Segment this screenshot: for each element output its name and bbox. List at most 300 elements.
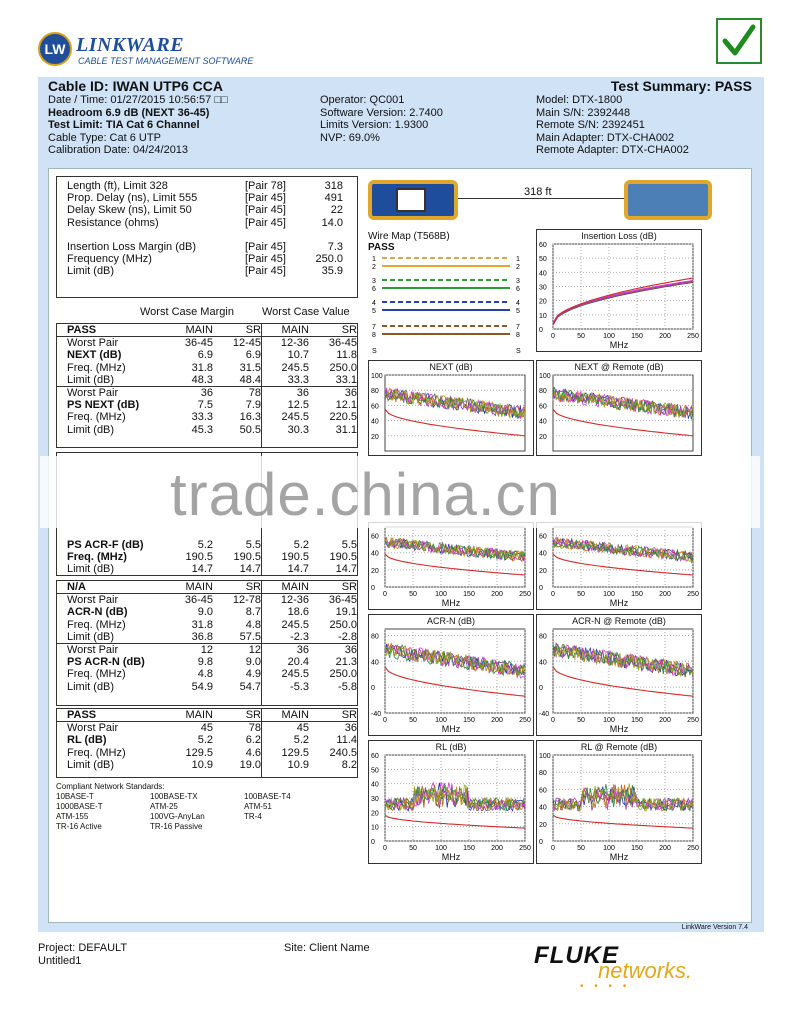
header-col-1 bbox=[48, 94, 228, 157]
wire-pin-label: 4 bbox=[516, 300, 520, 307]
wire-map-result: PASS bbox=[368, 242, 395, 253]
summary-value: 491 bbox=[324, 192, 343, 205]
summary-label: Insertion Loss Margin (dB) bbox=[67, 240, 196, 253]
summary-pair: [Pair 45] bbox=[245, 204, 286, 217]
standard-item: 100BASE-TX bbox=[150, 792, 198, 801]
chart-title: RL @ Remote (dB) bbox=[580, 742, 658, 752]
cell-value: 190.5 bbox=[281, 551, 309, 564]
chart-xlabel: MHz bbox=[441, 598, 461, 608]
row-label: PASS bbox=[67, 324, 97, 336]
y-tick-label: 0 bbox=[371, 685, 375, 693]
cell-value: 33.1 bbox=[335, 373, 357, 386]
summary-value: 14.0 bbox=[321, 216, 343, 229]
x-tick-label: 50 bbox=[577, 591, 585, 598]
y-tick-label: 20 bbox=[539, 821, 547, 829]
cell-value: 36 bbox=[296, 643, 309, 656]
y-tick-label: 60 bbox=[539, 787, 547, 795]
x-tick-label: 100 bbox=[435, 717, 447, 724]
chart-insertion-loss bbox=[536, 229, 702, 352]
table-row bbox=[57, 747, 357, 759]
y-tick-label: 50 bbox=[539, 256, 547, 264]
summary-label: Prop. Delay (ns), Limit 555 bbox=[67, 192, 198, 205]
cell-value: 250.0 bbox=[329, 668, 357, 681]
standard-item: ATM-51 bbox=[244, 802, 272, 811]
y-tick-label: 40 bbox=[371, 781, 379, 789]
standard-item: ATM-25 bbox=[150, 802, 178, 811]
cell-value: 12-36 bbox=[280, 594, 309, 607]
cell-value: 245.5 bbox=[281, 618, 309, 631]
cell-value: MAIN bbox=[185, 324, 213, 336]
x-tick-label: 0 bbox=[551, 591, 555, 598]
cell-value: 19.0 bbox=[239, 758, 261, 771]
chart-title: NEXT @ Remote (dB) bbox=[574, 362, 664, 372]
cell-value: 50.5 bbox=[239, 423, 261, 436]
x-tick-label: 250 bbox=[687, 717, 699, 724]
y-tick-label: 30 bbox=[371, 796, 379, 803]
summary-row bbox=[57, 217, 357, 229]
cell-value: 48.4 bbox=[239, 373, 261, 386]
y-tick-label: 0 bbox=[539, 327, 543, 334]
table-row bbox=[57, 374, 357, 386]
x-tick-label: 250 bbox=[519, 845, 531, 852]
x-tick-label: 250 bbox=[687, 591, 699, 598]
summary-pair: [Pair 45] bbox=[245, 253, 286, 266]
worst-case-margin-header: Worst Case Margin bbox=[140, 306, 234, 318]
chart-plot bbox=[369, 615, 533, 735]
cell-value: 36 bbox=[200, 386, 213, 399]
y-tick-label: 100 bbox=[371, 373, 383, 380]
x-tick-label: 150 bbox=[631, 591, 643, 598]
cell-value: 250.0 bbox=[329, 361, 357, 374]
cell-value: 245.5 bbox=[281, 411, 309, 424]
y-tick-label: 20 bbox=[539, 567, 547, 575]
cell-value: 45 bbox=[200, 722, 213, 735]
x-tick-label: 0 bbox=[383, 845, 387, 852]
plot-frame bbox=[553, 755, 693, 841]
summary-row bbox=[57, 204, 357, 216]
summary-pair: [Pair 78] bbox=[245, 180, 286, 192]
table-row bbox=[57, 759, 357, 771]
y-tick-label: 40 bbox=[371, 550, 379, 558]
cell-value: 240.5 bbox=[329, 746, 357, 759]
summary-value: 250.0 bbox=[315, 253, 343, 266]
cell-value: 220.5 bbox=[329, 411, 357, 424]
cell-value: 36-45 bbox=[184, 337, 213, 350]
y-tick-label: -40 bbox=[371, 711, 382, 718]
cell-value: 4.8 bbox=[245, 618, 261, 631]
cell-value: 12.5 bbox=[287, 399, 309, 412]
header-field: Headroom 6.9 dB (NEXT 36-45) bbox=[48, 106, 210, 119]
chart-ps-acr-f bbox=[368, 522, 534, 610]
chart-acr-n bbox=[368, 614, 534, 736]
wire-pin-label: 1 bbox=[516, 256, 520, 263]
y-tick-label: 20 bbox=[539, 298, 547, 306]
x-tick-label: 250 bbox=[519, 591, 531, 598]
x-tick-label: 150 bbox=[463, 717, 475, 724]
networks-logo: networks. bbox=[598, 958, 693, 983]
table-row bbox=[57, 631, 357, 643]
row-label: Freq. (MHz) bbox=[67, 746, 126, 759]
main-tester-image bbox=[368, 180, 458, 220]
y-tick-label: 20 bbox=[371, 567, 379, 575]
cell-value: 245.5 bbox=[281, 668, 309, 681]
row-label: RL (dB) bbox=[67, 734, 107, 747]
cell-value: 31.8 bbox=[191, 618, 213, 631]
project-info bbox=[38, 942, 127, 968]
series-line bbox=[553, 282, 693, 325]
chart-xlabel: MHz bbox=[609, 724, 629, 734]
cell-value: 5.2 bbox=[293, 734, 309, 747]
y-tick-label: 60 bbox=[539, 242, 547, 249]
chart-title: Insertion Loss (dB) bbox=[581, 231, 657, 241]
row-label: Freq. (MHz) bbox=[67, 668, 126, 681]
cell-value: 5.5 bbox=[245, 539, 261, 551]
y-tick-label: 20 bbox=[371, 433, 379, 441]
header-col-3 bbox=[536, 94, 689, 157]
y-tick-label: 60 bbox=[371, 533, 379, 541]
table-header-row bbox=[57, 581, 357, 593]
cell-value: -5.8 bbox=[338, 680, 357, 693]
x-tick-label: 0 bbox=[383, 591, 387, 598]
chart-rl-remote bbox=[536, 740, 702, 864]
cell-value: MAIN bbox=[185, 709, 213, 721]
y-tick-label: 10 bbox=[371, 824, 379, 832]
cell-value: 5.2 bbox=[293, 539, 309, 551]
watermark-text: trade.china.cn bbox=[170, 461, 561, 528]
cell-value: 31.8 bbox=[191, 361, 213, 374]
cell-value: 21.3 bbox=[335, 656, 357, 669]
cell-value: 31.1 bbox=[335, 423, 357, 436]
cell-value: 7.9 bbox=[245, 399, 261, 412]
cell-value: 48.3 bbox=[191, 373, 213, 386]
y-tick-label: 80 bbox=[539, 633, 547, 641]
cell-value: 8.7 bbox=[245, 606, 261, 619]
wire-pin-label: 6 bbox=[516, 286, 520, 293]
row-label: Freq. (MHz) bbox=[67, 618, 126, 631]
y-tick-label: 80 bbox=[371, 633, 379, 641]
y-tick-label: 100 bbox=[539, 373, 551, 380]
wire-pin-label: 1 bbox=[372, 256, 376, 263]
y-tick-label: 100 bbox=[539, 753, 551, 760]
wire-pin-label: 3 bbox=[372, 278, 376, 285]
chart-next-remote bbox=[536, 360, 702, 456]
cell-value: -2.8 bbox=[338, 630, 357, 643]
y-tick-label: 0 bbox=[371, 839, 375, 846]
header-col-2 bbox=[320, 94, 443, 144]
cell-value: 8.2 bbox=[341, 758, 357, 771]
x-tick-label: 250 bbox=[687, 845, 699, 852]
standards-row bbox=[56, 822, 203, 832]
y-tick-label: 80 bbox=[371, 388, 379, 396]
header-field: Remote S/N: 2392451 bbox=[536, 119, 645, 132]
cell-value: 4.6 bbox=[245, 746, 261, 759]
x-tick-label: 250 bbox=[519, 717, 531, 724]
cell-value: 45.3 bbox=[191, 423, 213, 436]
x-tick-label: 50 bbox=[577, 845, 585, 852]
cell-value: 190.5 bbox=[233, 551, 261, 564]
row-label: Worst Pair bbox=[67, 643, 119, 656]
cell-value: 12-45 bbox=[232, 337, 261, 350]
row-label: NEXT (dB) bbox=[67, 349, 122, 362]
cell-value: 78 bbox=[248, 722, 261, 735]
rl-table bbox=[56, 708, 358, 778]
cell-value: 31.5 bbox=[239, 361, 261, 374]
cell-value: 36 bbox=[344, 722, 357, 735]
check-mark-icon bbox=[716, 18, 762, 64]
summary-pair: [Pair 45] bbox=[245, 240, 286, 253]
wire-map-title: Wire Map (T568B) bbox=[368, 231, 450, 242]
y-tick-label: 40 bbox=[371, 659, 379, 667]
summary-label: Resistance (ohms) bbox=[67, 216, 159, 229]
cell-value: 190.5 bbox=[329, 551, 357, 564]
wire-pin-label: 2 bbox=[372, 264, 376, 271]
chart-plot bbox=[369, 523, 533, 609]
standard-item: 1000BASE-T bbox=[56, 802, 103, 811]
cell-value: 6.2 bbox=[245, 734, 261, 747]
header-field: Model: DTX-1800 bbox=[536, 94, 623, 106]
cell-value: 33.3 bbox=[287, 373, 309, 386]
y-tick-label: 30 bbox=[539, 284, 547, 292]
table-row bbox=[57, 656, 357, 668]
cell-value: MAIN bbox=[281, 709, 309, 721]
summary-label: Length (ft), Limit 328 bbox=[67, 180, 168, 192]
header-field: Limits Version: 1.9300 bbox=[320, 119, 429, 132]
cell-value: -2.3 bbox=[290, 630, 309, 643]
summary-value: 22 bbox=[330, 204, 343, 217]
x-tick-label: 200 bbox=[659, 333, 671, 340]
chart-xlabel: MHz bbox=[609, 598, 629, 608]
cell-value: 45 bbox=[296, 722, 309, 735]
header-field: NVP: 69.0% bbox=[320, 131, 380, 144]
wire-pin-label: 8 bbox=[372, 332, 376, 339]
table-row bbox=[57, 563, 357, 575]
cell-value: 7.5 bbox=[197, 399, 213, 412]
x-tick-label: 200 bbox=[659, 717, 671, 724]
chart-rl bbox=[368, 740, 534, 864]
header-field: Operator: QC001 bbox=[320, 94, 405, 106]
standards-row bbox=[56, 802, 272, 812]
table-row bbox=[57, 539, 357, 551]
table-header-row bbox=[57, 324, 357, 336]
cell-value: 12-36 bbox=[280, 337, 309, 350]
chart-title: ACR-N (dB) bbox=[426, 616, 475, 626]
x-tick-label: 100 bbox=[603, 717, 615, 724]
chart-next bbox=[368, 360, 534, 456]
summary-pair: [Pair 45] bbox=[245, 265, 286, 278]
cell-value: 14.7 bbox=[335, 563, 357, 576]
row-label: Worst Pair bbox=[67, 337, 119, 350]
cell-value: 245.5 bbox=[281, 361, 309, 374]
cell-value: 12.1 bbox=[335, 399, 357, 412]
x-tick-label: 50 bbox=[577, 333, 585, 340]
limit-line bbox=[553, 815, 693, 828]
row-label: Freq. (MHz) bbox=[67, 411, 126, 424]
wire-pin-label: 7 bbox=[372, 324, 376, 331]
table-row bbox=[57, 399, 357, 411]
header-field: Date / Time: 01/27/2015 10:56:57 □□ bbox=[48, 94, 228, 106]
cell-value: 78 bbox=[248, 386, 261, 399]
table-row bbox=[57, 362, 357, 374]
y-tick-label: 40 bbox=[539, 270, 547, 278]
x-tick-label: 150 bbox=[631, 333, 643, 340]
y-tick-label: 50 bbox=[371, 767, 379, 775]
chart-xlabel: MHz bbox=[441, 852, 461, 862]
plot-frame bbox=[553, 375, 693, 451]
y-tick-label: 40 bbox=[539, 550, 547, 558]
summary-table bbox=[56, 176, 358, 298]
column-divider bbox=[261, 581, 262, 705]
y-tick-label: 0 bbox=[539, 839, 543, 846]
x-tick-label: 200 bbox=[659, 845, 671, 852]
row-label: Limit (dB) bbox=[67, 758, 115, 771]
cell-value: 18.6 bbox=[287, 606, 309, 619]
row-label: PASS bbox=[67, 709, 97, 721]
cell-value: SR bbox=[245, 709, 261, 721]
table-header-row bbox=[57, 709, 357, 721]
row-label: Limit (dB) bbox=[67, 373, 115, 386]
series-line bbox=[553, 389, 693, 418]
column-divider bbox=[261, 709, 262, 777]
cell-value: 33.3 bbox=[191, 411, 213, 424]
chart-plot bbox=[369, 741, 533, 863]
linkware-logo: LW bbox=[38, 32, 72, 66]
chart-acr-n-remote bbox=[536, 614, 702, 736]
chart-plot bbox=[537, 361, 701, 455]
chart-plot bbox=[537, 741, 701, 863]
cell-value: 20.4 bbox=[287, 656, 309, 669]
wire-pin-label: S bbox=[516, 348, 521, 355]
y-tick-label: 60 bbox=[539, 403, 547, 411]
table-row bbox=[57, 594, 357, 606]
logo-dots: • • • • bbox=[580, 981, 631, 992]
standards-title: Compliant Network Standards: bbox=[56, 782, 165, 791]
cell-value: 4.9 bbox=[245, 668, 261, 681]
column-divider bbox=[261, 324, 262, 447]
network-standards bbox=[56, 782, 291, 832]
x-tick-label: 0 bbox=[383, 717, 387, 724]
standards-row bbox=[56, 812, 262, 822]
cell-value: 6.9 bbox=[245, 349, 261, 362]
cell-value: SR bbox=[341, 709, 357, 721]
cell-value: 9.8 bbox=[197, 656, 213, 669]
cell-value: MAIN bbox=[281, 581, 309, 593]
cell-value: 12-78 bbox=[232, 594, 261, 607]
x-tick-label: 50 bbox=[409, 845, 417, 852]
y-tick-label: 0 bbox=[539, 685, 543, 693]
x-tick-label: 200 bbox=[491, 845, 503, 852]
cell-value: 12 bbox=[200, 643, 213, 656]
y-tick-label: 40 bbox=[539, 804, 547, 812]
standard-item: 100BASE-T4 bbox=[244, 792, 291, 801]
x-tick-label: 150 bbox=[463, 845, 475, 852]
fluke-logo: FLUKE bbox=[534, 942, 619, 969]
table-row bbox=[57, 387, 357, 399]
limit-line bbox=[553, 409, 693, 436]
y-tick-label: 0 bbox=[371, 585, 375, 592]
table-row bbox=[57, 619, 357, 631]
row-label: Freq. (MHz) bbox=[67, 551, 127, 564]
chart-plot bbox=[537, 523, 701, 609]
cell-value: 9.0 bbox=[245, 656, 261, 669]
cell-value: SR bbox=[245, 324, 261, 336]
wire-pin-label: S bbox=[372, 348, 377, 355]
cell-value: 250.0 bbox=[329, 618, 357, 631]
wire-pin-label: 4 bbox=[372, 300, 376, 307]
chart-title: RL (dB) bbox=[435, 742, 467, 752]
summary-label: Limit (dB) bbox=[67, 265, 115, 278]
row-label: Worst Pair bbox=[67, 594, 119, 607]
summary-value: 318 bbox=[324, 180, 343, 192]
summary-label: Delay Skew (ns), Limit 50 bbox=[67, 204, 192, 217]
cell-value: 36 bbox=[344, 386, 357, 399]
standards-row bbox=[56, 792, 291, 802]
cell-value: 54.9 bbox=[191, 680, 213, 693]
cell-value: 5.2 bbox=[197, 734, 213, 747]
cell-value: 10.9 bbox=[191, 758, 213, 771]
y-tick-label: 60 bbox=[371, 403, 379, 411]
cell-value: 36 bbox=[296, 386, 309, 399]
series-line bbox=[553, 388, 693, 420]
x-tick-label: 100 bbox=[435, 591, 447, 598]
y-tick-label: 10 bbox=[539, 312, 547, 320]
cable-id: Cable ID: IWAN UTP6 CCA bbox=[48, 78, 224, 94]
row-label: Worst Pair bbox=[67, 386, 119, 399]
cell-value: SR bbox=[341, 581, 357, 593]
test-summary: Test Summary: PASS bbox=[610, 78, 752, 94]
series-line bbox=[553, 281, 693, 324]
cell-value: 5.2 bbox=[197, 539, 213, 551]
next-table bbox=[56, 323, 358, 448]
x-tick-label: 150 bbox=[631, 845, 643, 852]
summary-row bbox=[57, 192, 357, 204]
wire-pin-label: 2 bbox=[516, 264, 520, 271]
table-row bbox=[57, 424, 357, 436]
y-tick-label: 60 bbox=[539, 533, 547, 541]
y-tick-label: 40 bbox=[371, 418, 379, 426]
x-tick-label: 50 bbox=[409, 717, 417, 724]
wire-map-diagram bbox=[368, 252, 528, 358]
standard-item: TR-16 Active bbox=[56, 822, 102, 831]
standard-item: 100VG-AnyLan bbox=[150, 812, 205, 821]
summary-label: Frequency (MHz) bbox=[67, 253, 152, 266]
cell-value: 54.7 bbox=[239, 680, 261, 693]
chart-title: ACR-N @ Remote (dB) bbox=[572, 616, 666, 626]
chart-xlabel: MHz bbox=[609, 340, 629, 350]
cell-value: 36-45 bbox=[328, 337, 357, 350]
cell-value: 6.9 bbox=[197, 349, 213, 362]
chart-title: NEXT (dB) bbox=[429, 362, 473, 372]
remote-tester-image bbox=[624, 180, 712, 220]
cable-length: 318 ft bbox=[520, 186, 556, 198]
row-label: PS NEXT (dB) bbox=[67, 399, 140, 412]
cell-value: 36.8 bbox=[191, 630, 213, 643]
table-row bbox=[57, 734, 357, 746]
cell-value: SR bbox=[245, 581, 261, 593]
cell-value: 12 bbox=[248, 643, 261, 656]
y-tick-label: 0 bbox=[539, 585, 543, 592]
cell-value: 14.7 bbox=[239, 563, 261, 576]
y-tick-label: 20 bbox=[371, 810, 379, 818]
cell-value: MAIN bbox=[281, 324, 309, 336]
y-tick-label: -40 bbox=[539, 711, 550, 718]
cell-value: 14.7 bbox=[287, 563, 309, 576]
header-field: Main S/N: 2392448 bbox=[536, 106, 631, 119]
header-field: Software Version: 2.7400 bbox=[320, 106, 443, 119]
cell-value: 10.7 bbox=[287, 349, 309, 362]
summary-value: 7.3 bbox=[327, 240, 343, 253]
y-tick-label: 80 bbox=[539, 388, 547, 396]
series-line bbox=[553, 389, 693, 418]
